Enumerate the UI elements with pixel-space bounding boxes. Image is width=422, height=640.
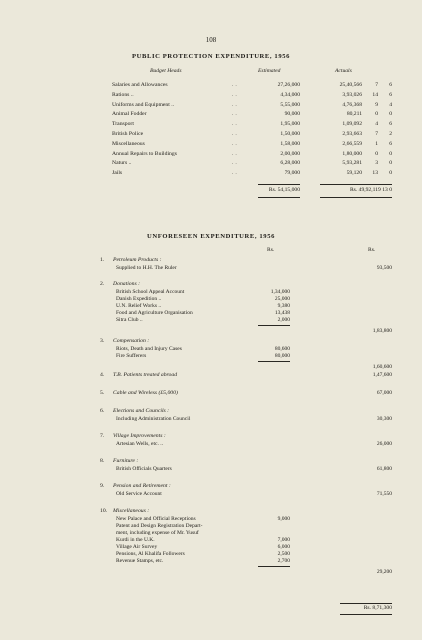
unf-subtotal-rule xyxy=(258,566,290,567)
unf-item-heading: T.B. Patients treated abroad xyxy=(113,372,178,378)
ppe-row-actual-annas: 7 xyxy=(375,131,378,137)
unf-item-total: 61,800 xyxy=(376,466,392,472)
unf-subitem-label: Food and Agriculture Organisation xyxy=(116,310,193,316)
ppe-col-actuals: Actuals xyxy=(335,68,352,74)
unf-item-heading: Cable and Wireless (£5,000) xyxy=(113,390,178,396)
ppe-row-label: Uniforms and Equipment .. xyxy=(112,101,175,108)
unf-subitem-label: Including Administration Council xyxy=(116,416,191,422)
ppe-row-leader: .. xyxy=(232,101,239,108)
unf-item-total: 1,83,800 xyxy=(372,328,392,334)
unf-subitem-label: Revenue Stamps, etc. xyxy=(116,558,164,564)
ppe-row-actual-rs: 3,93,026 xyxy=(342,91,362,98)
unf-grand-total: Rs. 8,71,300 xyxy=(363,605,392,611)
ppe-row-leader: .. xyxy=(232,82,239,88)
unf-item-number: 7. xyxy=(100,433,105,439)
unf-item-total: 67,000 xyxy=(376,390,392,396)
ppe-row-label: Salaries and Allowances xyxy=(112,82,168,88)
unf-item-heading: Compensation : xyxy=(113,338,150,344)
ppe-row-leader: .. xyxy=(232,140,239,147)
ppe-row-estimated: 1,95,000 xyxy=(280,121,300,128)
unf-subitem-label: U.N. Relief Works .. xyxy=(116,303,162,309)
ppe-row-estimated: 4,34,000 xyxy=(280,91,300,98)
ppe-row-actual-annas: 13 xyxy=(372,170,378,177)
unf-subitem-amount: 80,000 xyxy=(274,353,290,359)
ppe-row-actual-rs: 59,120 xyxy=(346,170,362,177)
ppe-row-actual-pies: 0 xyxy=(389,170,392,177)
unf-subitem-label: Kurdi in the U.K. xyxy=(116,537,155,543)
unf-item-number: 10. xyxy=(100,508,108,514)
unf-col-rs2: Rs. xyxy=(368,247,376,253)
ppe-row-actual-annas: 0 xyxy=(375,111,378,118)
ppe-row-estimated: 27,26,000 xyxy=(277,82,300,88)
ppe-row-label: British Police xyxy=(112,131,144,137)
unf-item-number: 4. xyxy=(100,372,105,378)
ppe-row-label: Jails xyxy=(112,170,123,177)
ppe-row-leader: .. xyxy=(232,111,239,118)
ppe-row-actual-rs: 5,93,281 xyxy=(342,160,362,167)
ppe-row-leader: .. xyxy=(232,91,239,98)
unf-col-rs: Rs. xyxy=(267,247,275,253)
unf-item-number: 2. xyxy=(100,281,105,287)
ppe-row-leader: .. xyxy=(232,150,239,157)
ppe-row-actual-rs: 2,93,663 xyxy=(342,131,362,137)
ppe-row-estimated: 1,58,000 xyxy=(280,140,300,147)
unf-item-heading: Elections and Councils : xyxy=(113,408,170,414)
ppe-row-label: Miscellaneous xyxy=(112,140,145,147)
ppe-row-actual-rs: 80,211 xyxy=(346,111,362,118)
unf-item-total: 29,200 xyxy=(376,569,392,575)
unf-item-heading: Village Improvements : xyxy=(113,433,166,439)
ppe-row-actual-annas: 0 xyxy=(375,150,378,157)
ppe-actuals-rule xyxy=(320,184,392,185)
unf-subitem-amount: 9,380 xyxy=(277,303,290,309)
ppe-row-actual-pies: 4 xyxy=(389,101,392,108)
unf-subitem-amount: 6,000 xyxy=(277,544,290,550)
unf-subitem-amount: 80,600 xyxy=(274,346,290,352)
unf-subitem-label: Pensions, Al Khalifa Followers xyxy=(116,551,185,557)
unf-subitem-label: Patent and Design Registration Depart- xyxy=(116,523,203,529)
ppe-row-actual-annas: 14 xyxy=(372,91,378,98)
unf-item-total: 26,000 xyxy=(376,441,392,447)
unf-subitem-amount: 9,000 xyxy=(277,516,290,522)
ppe-row-actual-rs: 1,09,092 xyxy=(342,121,362,128)
ppe-total-est-rule xyxy=(258,197,300,198)
unf-item-heading: Pension and Retirement : xyxy=(113,483,171,489)
unf-item-heading: Petroleum Products : xyxy=(113,257,162,263)
unf-item-heading: Donations : xyxy=(113,281,141,287)
unf-item-number: 1. xyxy=(100,257,105,263)
ppe-row-actual-pies: 6 xyxy=(389,121,392,128)
ppe-row-estimated: 79,000 xyxy=(284,170,300,177)
unf-grand-rule-top xyxy=(340,603,392,604)
unf-subitem-label: British Officials Quarters xyxy=(116,466,172,472)
unf-subitem-amount: 2,500 xyxy=(277,551,290,557)
unf-item-total: 1,47,600 xyxy=(372,372,392,378)
ppe-estimated-rule xyxy=(258,184,300,185)
ppe-row-actual-annas: 9 xyxy=(375,101,378,108)
unf-subitem-label: Old Service Account xyxy=(116,491,162,497)
unf-item-heading: Furniture : xyxy=(113,458,139,464)
ppe-col-estimated: Estimated xyxy=(258,68,281,74)
ppe-row-actual-annas: 7 xyxy=(375,82,378,88)
ppe-row-label: Annual Repairs to Buildings xyxy=(112,150,177,157)
unf-item-number: 8. xyxy=(100,458,105,464)
ppe-row-actual-annas: 1 xyxy=(375,140,378,147)
unf-subitem-label: Fire Sufferers xyxy=(116,353,147,359)
ppe-row-estimated: 90,000 xyxy=(284,111,300,118)
ppe-row-actual-pies: 2 xyxy=(389,131,392,137)
unf-subitem-label: Supplied to H.H. The Ruler xyxy=(116,265,177,271)
ppe-row-estimated: 2,00,000 xyxy=(280,150,300,157)
unf-subitem-amount: 25,000 xyxy=(274,296,290,302)
unf-subitem-amount: 2,000 xyxy=(277,317,290,323)
ppe-row-actual-annas: 4 xyxy=(375,121,378,128)
ppe-row-actual-rs: 4,76,368 xyxy=(342,101,362,108)
ppe-row-leader: .. xyxy=(232,131,239,137)
ppe-row-leader: .. xyxy=(232,160,239,167)
ppe-total-estimated: Rs. 54,15,000 xyxy=(268,187,300,193)
ppe-row-label: Rations .. xyxy=(112,91,134,98)
ppe-row-actual-pies: 0 xyxy=(389,160,392,167)
ppe-row-actual-pies: 6 xyxy=(389,91,392,98)
unf-subitem-amount: 1,34,000 xyxy=(270,289,290,295)
unf-item-total: 30,300 xyxy=(376,416,392,422)
ppe-row-actual-annas: 3 xyxy=(375,160,378,167)
unf-subitem-label: Riots, Death and Injury Cases xyxy=(116,346,182,352)
unf-grand-rule-bottom xyxy=(340,614,392,615)
unf-subitem-label: ment, including expense of Mr. Yusuf xyxy=(116,530,199,536)
ppe-row-actual-rs: 25,40,566 xyxy=(339,82,362,88)
unf-item-total: 1,60,600 xyxy=(372,364,392,370)
ppe-row-leader: .. xyxy=(232,121,239,128)
unf-item-heading: Miscellaneous : xyxy=(113,508,150,514)
ppe-row-estimated: 5,55,000 xyxy=(280,101,300,108)
unf-subtotal-rule xyxy=(258,325,290,326)
unf-item-number: 9. xyxy=(100,483,105,489)
ppe-row-actual-pies: 0 xyxy=(389,150,392,157)
unf-subitem-amount: 13,438 xyxy=(274,310,290,316)
unf-subitem-label: New Palace and Official Receptions xyxy=(116,516,196,522)
unf-subitem-label: Sitra Club .. xyxy=(116,317,143,323)
ppe-row-label: Animal Fodder xyxy=(112,111,147,118)
ppe-row-actual-pies: 6 xyxy=(389,140,392,147)
unf-subitem-label: British School Appeal Account xyxy=(116,289,185,295)
unf-item-total: 71,550 xyxy=(376,491,392,497)
ppe-row-label: Naturs .. xyxy=(112,160,132,167)
ppe-row-leader: .. xyxy=(232,170,239,177)
unf-subitem-label: Danish Expedition .. xyxy=(116,296,162,302)
unf-subitem-label: Village Air Survey xyxy=(116,544,158,550)
ppe-total-actuals: Rs. 49,92,119 13 0 xyxy=(349,187,392,193)
unf-item-number: 5. xyxy=(100,390,105,396)
ppe-row-actual-pies: 6 xyxy=(389,82,392,88)
ppe-row-actual-pies: 0 xyxy=(389,111,392,118)
unf-item-total: 93,500 xyxy=(376,265,392,271)
unf-subitem-label: Artesian Wells, etc. .. xyxy=(116,441,163,447)
ppe-row-estimated: 6,28,000 xyxy=(280,160,300,167)
unf-item-number: 3. xyxy=(100,338,105,344)
ppe-col-budget-heads: Budget Heads xyxy=(150,68,182,74)
ppe-row-actual-rs: 1,80,000 xyxy=(342,150,362,157)
unf-title: UNFORESEEN EXPENDITURE, 1956 xyxy=(147,233,275,240)
ppe-title: PUBLIC PROTECTION EXPENDITURE, 1956 xyxy=(131,53,291,60)
page-number: 108 xyxy=(205,36,217,44)
ppe-total-act-rule xyxy=(320,197,392,198)
unf-subitem-amount: 7,000 xyxy=(277,537,290,543)
ppe-row-actual-rs: 2,66,559 xyxy=(342,140,362,147)
unf-subtotal-rule xyxy=(258,361,290,362)
ppe-row-estimated: 1,50,000 xyxy=(280,131,300,137)
unf-subitem-amount: 2,700 xyxy=(277,558,290,564)
ppe-row-label: Transport xyxy=(112,121,134,128)
unf-item-number: 6. xyxy=(100,408,105,414)
